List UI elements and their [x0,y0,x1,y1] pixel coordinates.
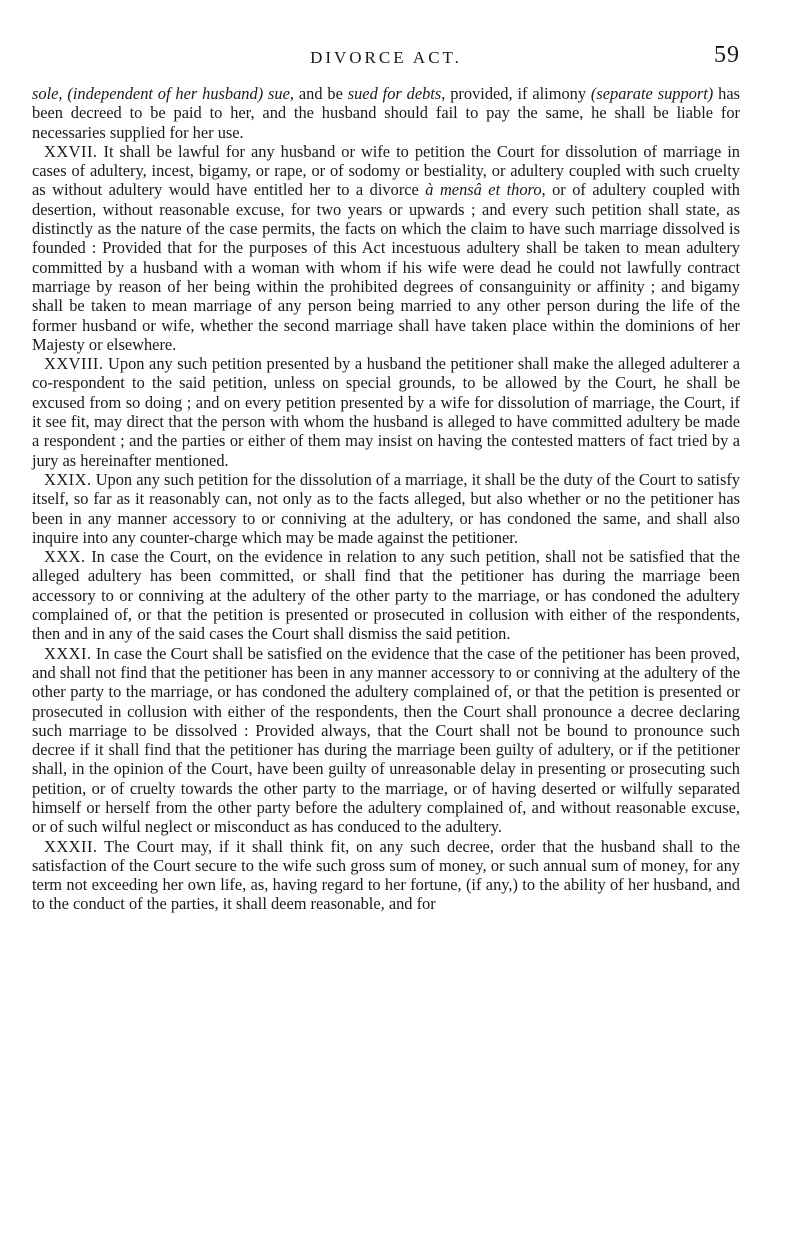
text-run: , and be [289,84,348,103]
text-run: has been decreed to be paid to her, and the husband should fail to pay the same, he shall be liable for necessaries supplied for her use. [32,84,740,142]
text-run: , provided, if alimony [441,84,591,103]
paragraph-p30 [32,547,740,643]
text-run: The Court may, if it shall think fit, on any such decree, order that the husband shall to the satisfaction of the Court secure to the wife such gross sum of money, or such annual sum of money, for any term not exceeding her own life, as, having regard to her fortune, (if any,) to the ability of her husband, and to the conduct of the parties, it shall deem reasonable, and for [32,836,740,914]
section-number: XXVIII. [44,354,104,374]
paragraph-p27 [32,142,740,354]
text-run: It shall be lawful for any husband or wife to petition the Court for dissolution of marriage in cases of adultery, incest, bigamy, or rape, or of sodomy or bestiality, or adultery coupled with such cruelty as without adultery would have entitled her to a divorce [32,141,740,200]
page-header [32,40,740,84]
paragraph-p0 [32,84,740,142]
paragraph-p28 [32,354,740,470]
text-run: In case the Court shall be satisfied on the evidence that the case of the petitioner has been proved, and shall not find that the petitioner has been in any manner accessory to or conniving at the adultery of the other party to the marriage, or has condoned the adultery complained of, or that the petition is presented or prosecuted in collusion with either of the respondents, then the Court shall pronounce a decree declaring such marriage to be dissolved : Provided always, that the Court shall not be bound to pronounce such decree if it shall find that the petitioner has during the marriage been guilty of adultery, or if the petitioner shall, in the opinion of the Court, have been guilty of unreasonable delay in presenting or prosecuting such petition, or of cruelty towards the other party to the marriage, or of having deserted or wilfully separated himself or herself from the other party before the adultery complained of, and without reasonable excuse, or of such wilful neglect or misconduct as has conduced to the adultery. [32,643,740,837]
text-run: Upon any such petition presented by a husband the petitioner shall make the alleged adulterer a co-respondent to the said petition, unless on special grounds, to be allowed by the Court, he shall be excused from so doing ; and on every petition presented by a wife for dissolution of marriage, the Court, if it see fit, may direct that the person with whom the husband is alleged to have committed adultery be made a respondent ; and the parties or either of them may insist on having the contested matters of fact tried by a jury as hereinafter mentioned. [32,354,740,470]
running-head: DIVORCE ACT. [310,48,462,67]
section-number: XXVII. [44,141,98,161]
body-text [32,84,740,914]
text-run: Upon any such petition for the dissolution of a marriage, it shall be the duty of the Court to satisfy itself, so far as it reasonably can, not only as to the facts alleged, but also whether or no the petitioner has been in any manner accessory to or conniving at the adultery, or has condoned the same, and shall also inquire into any counter-charge which may be made against the petitioner. [32,469,740,547]
section-number: XXXII. [44,836,98,856]
italic-text: à mensâ et thoro [425,180,542,200]
italic-text: sued for debts [347,84,442,103]
paragraph-p31 [32,644,740,837]
italic-text: (separate support) [590,84,714,103]
paragraph-p29 [32,470,740,547]
text-run: In case the Court, on the evidence in relation to any such petition, shall not be satisfied that the alleged adultery has been committed, or shall find that the petitioner has during the marriage been accessory to or conniving at the adultery of the other party to the marriage, or has condoned the adultery complained of, or that the petition is presented or prosecuted in collusion with either of the respondents, then and in any of the said cases the Court shall dismiss the said petition. [32,547,740,644]
page-number: 59 [714,42,740,68]
section-number: XXXI. [44,643,92,663]
document-page [32,40,740,914]
italic-text: sole [32,84,59,103]
text-run: , [58,84,68,103]
italic-text: (independent of her husband) sue [67,84,290,103]
paragraph-p32 [32,837,740,914]
section-number: XXIX. [44,469,92,489]
section-number: XXX. [44,547,86,567]
text-run: , or of adultery coupled with desertion, without reasonable excuse, for two years or upwards ; and every such petition shall state, as distinctly as the nature of the case permits, the facts on which the claim to have such marriage dissolved is founded : Provided that for the purposes of this Act incestuous adultery shall be taken to mean adultery committed by a husband with a woman with whom if his wife were dead he could not lawfully contract marriage by reason of her being within the prohibited degrees of consanguinity or affinity ; and bigamy shall be taken to mean marriage of any person being married to any other person during the life of the former husband or wife, whether the second marriage shall have taken place within the dominions of her Majesty or elsewhere. [32,180,741,354]
